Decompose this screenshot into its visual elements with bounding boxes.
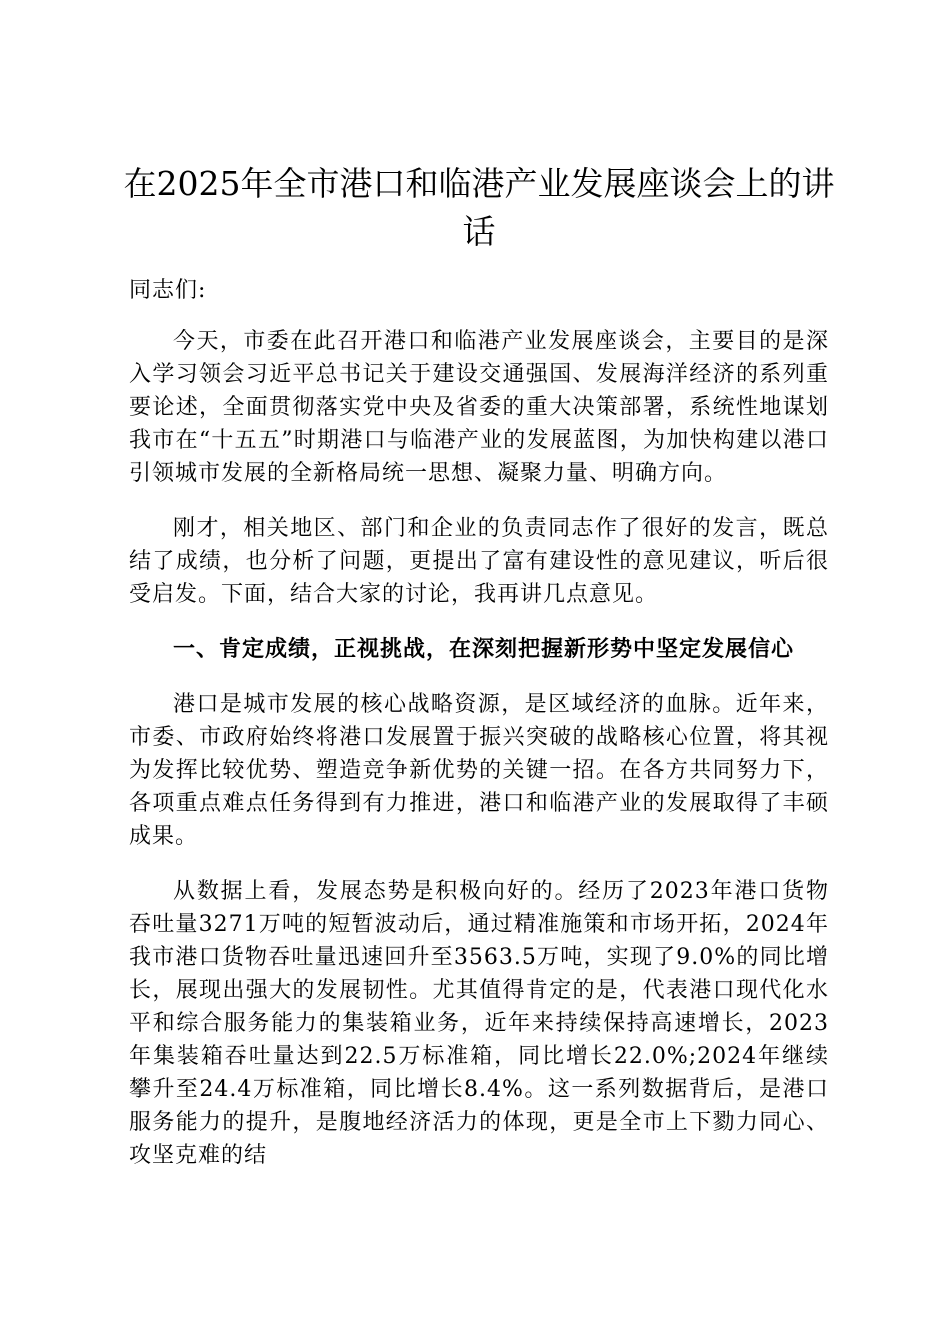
paragraph: 从数据上看，发展态势是积极向好的。经历了2023年港口货物吞吐量3271万吨的短暂波动后，通过精准施策和市场开拓，2024年我市港口货物吞吐量迅速回升至3563.5万吨，实现了9.0%的同比增长，展现出强大的发展韧性。尤其值得肯定的是，代表港口现代化水平和综合服务能力的集装箱业务，近年来持续保持高速增长，2023年集装箱吞吐量达到22.5万标准箱，同比增长22.0%;2024年继续攀升至24.4万标准箱，同比增长8.4%。这一系列数据背后，是港口服务能力的提升，是腹地经济活力的体现，更是全市上下勠力同心、攻坚克难的结 xyxy=(129,879,829,1168)
paragraph: 刚才，相关地区、部门和企业的负责同志作了很好的发言，既总结了成绩，也分析了问题，更提出了富有建设性的意见建议，听后很受启发。下面，结合大家的讨论，我再讲几点意见。 xyxy=(129,516,829,607)
section-heading: 一、肯定成绩，正视挑战，在深刻把握新形势中坚定发展信心 xyxy=(173,637,795,662)
greeting: 同志们: xyxy=(129,278,207,303)
paragraph: 今天，市委在此召开港口和临港产业发展座谈会，主要目的是深入学习领会习近平总书记关于建设交通强国、发展海洋经济的系列重要论述，全面贯彻落实党中央及省委的重大决策部署，系统性地谋划我市在“十五五”时期港口与临港产业的发展蓝图，为加快构建以港口引领城市发展的全新格局统一思想、凝聚力量、明确方向。 xyxy=(129,329,829,486)
document-title: 在2025年全市港口和临港产业发展座谈会上的讲话 xyxy=(123,164,835,251)
document-page xyxy=(123,160,835,1194)
paragraph: 港口是城市发展的核心战略资源，是区域经济的血脉。近年来，市委、市政府始终将港口发展置于振兴突破的战略核心位置，将其视为发挥比较优势、塑造竞争新优势的关键一招。在各方共同努力下，各项重点难点任务得到有力推进，港口和临港产业的发展取得了丰硕成果。 xyxy=(129,692,829,849)
